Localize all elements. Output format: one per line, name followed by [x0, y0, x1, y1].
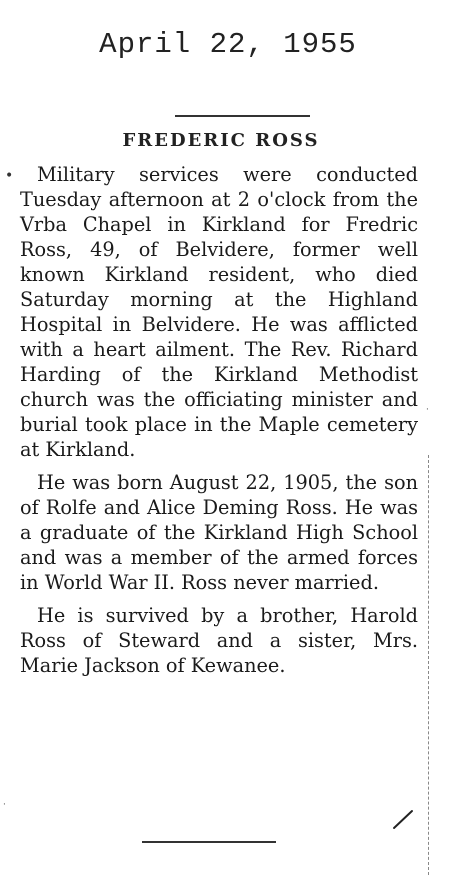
obituary-body — [20, 162, 418, 686]
paragraph-services: Military services were conducted Tuesday afternoon at 2 o'clock from the Vrba Chapel in Kirkland for Fredric Ross, 49, of Belvidere, former well known Kirkland resident, who died Saturday morning at the Highland Hospital in Belvidere. He was afflicted with a heart ailment. The Rev. Richard Harding of the Kirkland Methodist church was the officiating minister and burial took place in the Maple cemetery at Kirkland. — [20, 163, 418, 461]
paragraph-survivors: He is survived by a brother, Harold Ross of Steward and a sister, Mrs. Marie Jackson of Kewanee. — [20, 604, 418, 677]
edge-speck: · — [426, 405, 429, 415]
edge-speck: · — [3, 800, 6, 810]
pen-stroke-mark — [392, 808, 414, 830]
clipping-cut-edge — [428, 455, 430, 875]
clipping-date: April 22, 1955 — [99, 28, 357, 61]
top-divider — [175, 115, 310, 117]
obituary-headline: FREDERIC ROSS — [122, 130, 320, 151]
paragraph-biography: He was born August 22, 1905, the son of Rolfe and Alice Deming Ross. He was a graduate of the Kirkland High School and was a member of the armed forces in World War II. Ross never married. — [20, 471, 418, 594]
margin-mark: • — [5, 168, 14, 184]
bottom-divider — [142, 841, 276, 843]
